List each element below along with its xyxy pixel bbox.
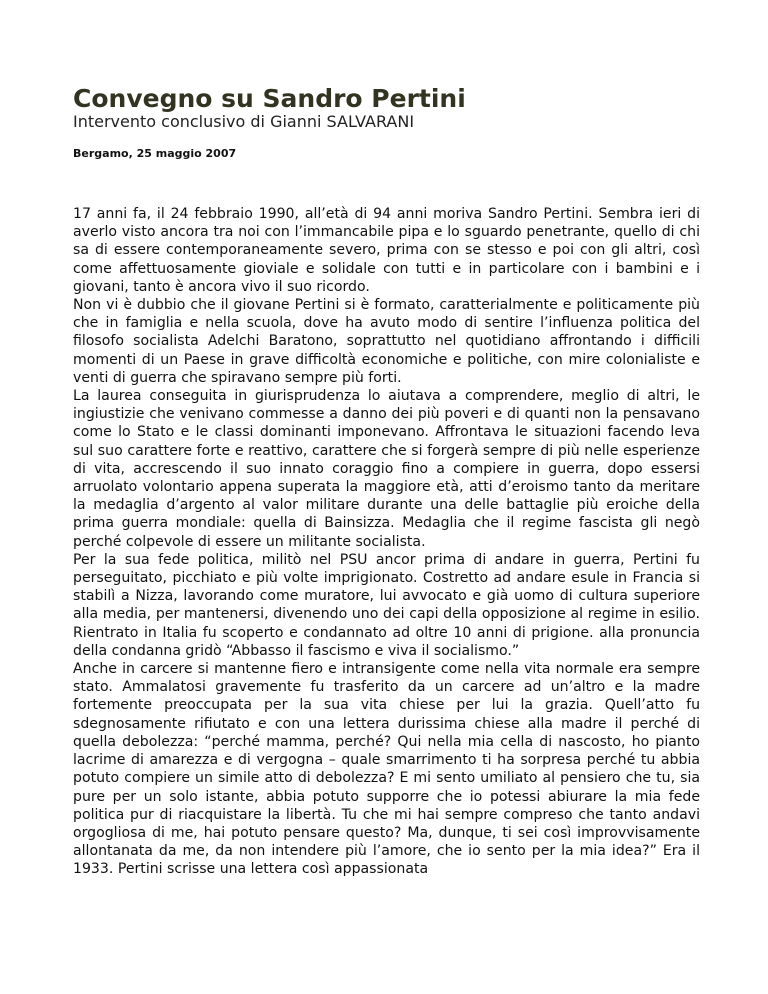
paragraph: 17 anni fa, il 24 febbraio 1990, all’età di 94 anni moriva Sandro Pertini. Sembra ieri di averlo visto ancora tra noi con l’immancabile pipa e lo sguardo penetrante, quello di chi sa di essere contemporaneamente severo, prima con se stesso e poi con gli altri, così come affettuosamente gioviale e solidale con tutti e in particolare con i bambini e i giovani, tanto è ancora vivo il suo ricordo.	[73, 206, 700, 295]
paragraph: Per la sua fede politica, militò nel PSU ancor prima di andare in guerra, Pertini fu perseguitato, picchiato e più volte imprigionato. Costretto ad andare esule in Francia si stabilì a Nizza, lavorando come muratore, lui avvocato e già uomo di cultura superiore alla media, per mantenersi, divenendo uno dei capi della opposizione al regime in esilio. Rientrato in Italia fu scoperto e condannato ad oltre 10 anni di prigione. alla pronuncia della condanna gridò “Abbasso il fascismo e viva il socialismo.”	[73, 551, 700, 659]
page-title: Convegno su Sandro Pertini	[73, 84, 466, 113]
article-body	[73, 205, 700, 879]
page-subtitle: Intervento conclusivo di Gianni SALVARANI	[73, 112, 415, 131]
paragraph: La laurea conseguita in giurisprudenza lo aiutava a comprendere, meglio di altri, le ingiustizie che venivano commesse a danno dei più poveri e di quanti non la pensavano come lo Stato e le classi dominanti imponevano. Affrontava le situazioni facendo leva sul suo carattere forte e reattivo, carattere che si forgerà sempre di più nelle esperienze di vita, accrescendo il suo innato coraggio fino a compiere in guerra, dopo essersi arruolato volontario appena superata la maggiore età, atti d’eroismo tanto da meritare la medaglia d’argento al valor militare durante una delle battaglie più eroiche della prima guerra mondiale: quella di Bainsizza. Medaglia che il regime fascista gli negò perché colpevole di essere un militante socialista.	[73, 388, 700, 550]
dateline: Bergamo, 25 maggio 2007	[73, 147, 237, 160]
paragraph: Non vi è dubbio che il giovane Pertini si è formato, caratterialmente e politicamente più che in famiglia e nella scuola, dove ha avuto modo di sentire l’influenza politica del filosofo socialista Adelchi Baratono, soprattutto nel quotidiano affrontando i difficili momenti di un Paese in grave difficoltà economiche e politiche, con mire colonialiste e venti di guerra che spiravano sempre più forti.	[73, 297, 700, 386]
paragraph: Anche in carcere si mantenne fiero e intransigente come nella vita normale era sempre stato. Ammalatosi gravemente fu trasferito da un carcere ad un’altro e la madre fortemente preoccupata per la sua vita chiese per lui la grazia. Quell’atto fu sdegnosamente rifiutato e con una lettera durissima chiese alla madre il perché di quella debolezza: “perché mamma, perché? Qui nella mia cella di nascosto, ho pianto lacrime di amarezza e di vergogna – quale smarrimento ti ha sorpresa perché tu abbia potuto compiere un simile atto di debolezza? E mi sento umiliato al pensiero che tu, sia pure per un solo istante, abbia potuto supporre che io potessi abiurare la mia fede politica pur di riacquistare la libertà. Tu che mi hai sempre compreso che tanto andavi orgogliosa di me, hai potuto pensare questo? Ma, dunque, ti sei così improvvisamente allontanata da me, da non intendere più l’amore, che io sento per la mia idea?” Era il 1933. Pertini scrisse una lettera così appassionata	[73, 661, 700, 878]
